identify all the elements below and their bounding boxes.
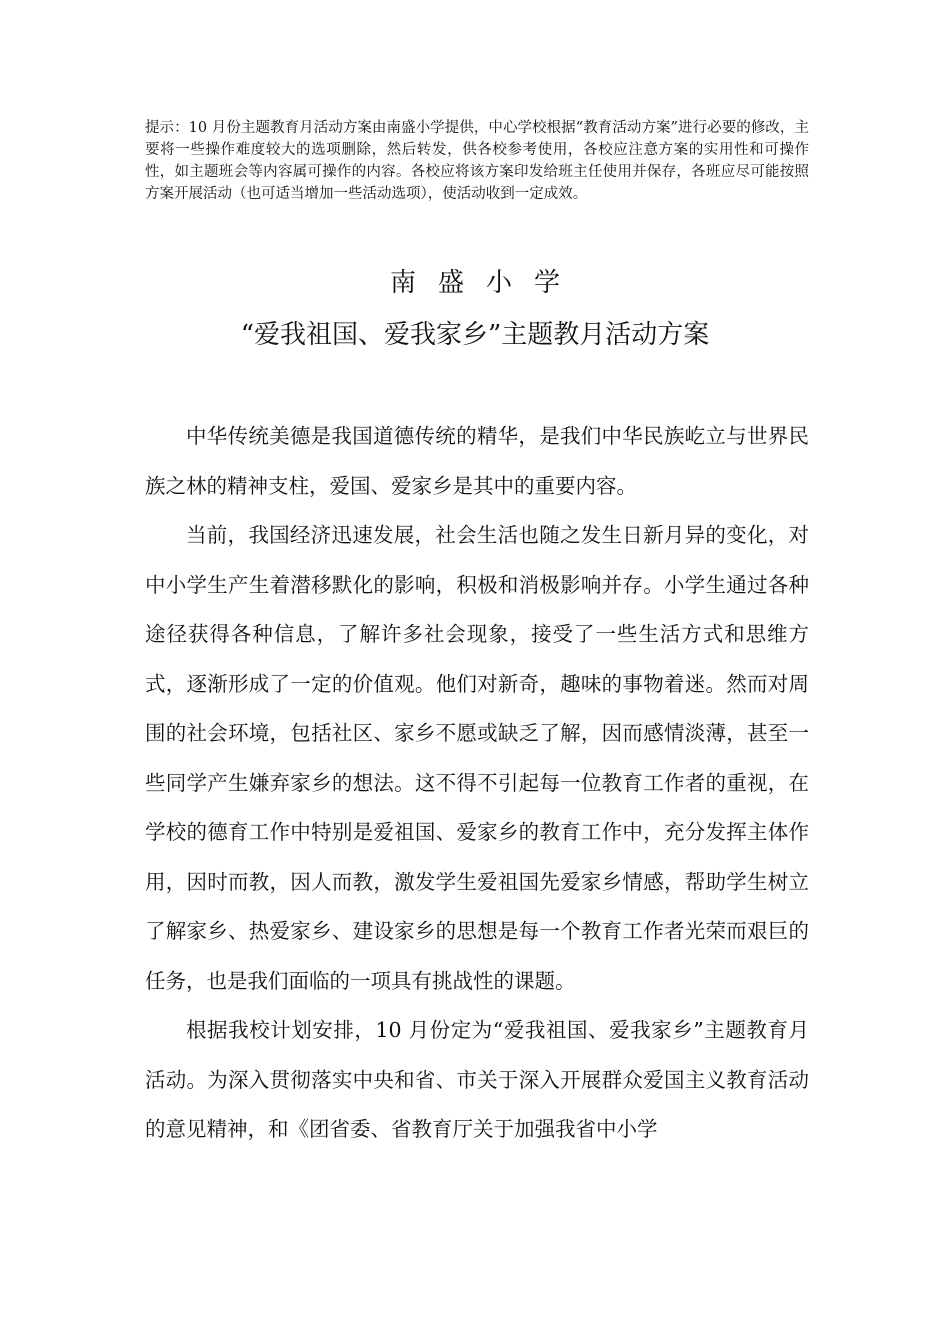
school-title: 南盛小学 [389, 268, 582, 298]
paragraph: 当前，我国经济迅速发展，社会生活也随之发生日新月异的变化，对中小学生产生着潜移默化的影响，积极和消极影响并存。小学生通过各种途径获得各种信息，了解许多社会现象，接受了一些生活方式和思维方式，逐渐形成了一定的价值观。他们对新奇，趣味的事物着迷。然而对周围的社会环境，包括社区、家乡不愿或缺乏了解，因而感情淡薄，甚至一些同学产生嫌弃家乡的想法。这不得不引起每一位教育工作者的重视，在学校的德育工作中特别是爱祖国、爱家乡的教育工作中，充分发挥主体作用，因时而教，因人而教，激发学生爱祖国先爱家乡情感，帮助学生树立了解家乡、热爱家乡、建设家乡的思想是每一个教育工作者光荣而艰巨的任务，也是我们面临的一项具有挑战性的课题。 [145, 523, 809, 993]
paragraph: 中华传统美德是我国道德传统的精华，是我们中华民族屹立与世界民族之林的精神支柱，爱国、爱家乡是其中的重要内容。 [145, 424, 809, 498]
instruction-note: 提示：10 月份主题教育月活动方案由南盛小学提供，中心学校根据“教育活动方案”进行必要的修改，主要将一些操作难度较大的选项删除，然后转发，供各校参考使用，各校应注意方案的实用性和可操作性，如主题班会等内容属可操作的内容。各校应将该方案印发给班主任使用并保存，各班应尽可能按照方案开展活动（也可适当增加一些活动选项），使活动收到一定成效。 [145, 120, 809, 202]
plan-title: “爱我祖国、爱我家乡”主题教月活动方案 [240, 320, 710, 350]
body-text [145, 412, 809, 1155]
paragraph: 根据我校计划安排，10 月份定为“爱我祖国、爱我家乡”主题教育月活动。为深入贯彻落实中央和省、市关于深入开展群众爱国主义教育活动的意见精神，和《团省委、省教育厅关于加强我省中小学 [145, 1018, 809, 1141]
